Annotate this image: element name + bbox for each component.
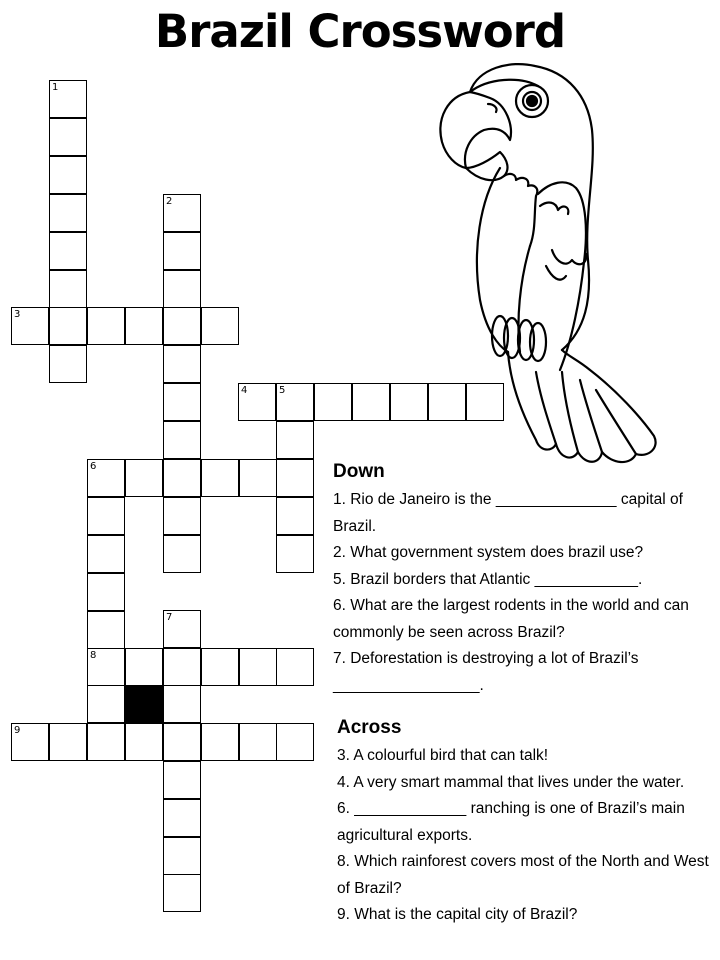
black-square	[125, 685, 163, 723]
clue-number: 3	[14, 309, 21, 320]
crossword-cell[interactable]	[49, 80, 87, 118]
crossword-cell[interactable]	[239, 648, 277, 686]
crossword-cell[interactable]	[239, 459, 277, 497]
page-title: Brazil Crossword	[154, 5, 566, 58]
crossword-cell[interactable]	[11, 307, 49, 345]
across-clues	[337, 713, 718, 929]
clue-down-6: 6. What are the largest rodents in the world and can commonly be seen across Brazil?	[333, 597, 689, 641]
crossword-cell[interactable]	[87, 611, 125, 649]
crossword-cell[interactable]	[87, 573, 125, 611]
crossword-cell[interactable]	[49, 345, 87, 383]
crossword-cell[interactable]	[125, 648, 163, 686]
down-clues	[333, 457, 718, 699]
across-heading: Across	[337, 717, 402, 738]
clue-down-2: 2. What government system does brazil use?	[333, 544, 644, 561]
clue-number: 8	[90, 650, 97, 661]
clue-number: 4	[241, 385, 248, 396]
crossword-cell[interactable]	[163, 383, 201, 421]
crossword-cell[interactable]	[163, 761, 201, 799]
crossword-cell[interactable]	[163, 837, 201, 875]
crossword-cell[interactable]	[276, 421, 314, 459]
crossword-cell[interactable]	[163, 345, 201, 383]
crossword-cell[interactable]	[163, 194, 201, 232]
crossword-cell[interactable]	[163, 535, 201, 573]
clue-down-5: 5. Brazil borders that Atlantic ____________.	[333, 570, 643, 588]
crossword-cell[interactable]	[49, 232, 87, 270]
clue-number: 7	[166, 612, 173, 623]
crossword-cell[interactable]	[276, 459, 314, 497]
crossword-cell[interactable]	[276, 497, 314, 535]
crossword-cell[interactable]	[125, 459, 163, 497]
crossword-cell[interactable]	[87, 307, 125, 345]
crossword-cell[interactable]	[87, 723, 125, 761]
crossword-cell[interactable]	[125, 307, 163, 345]
clue-number: 1	[52, 82, 59, 93]
crossword-cell[interactable]	[201, 307, 239, 345]
crossword-cell[interactable]	[163, 497, 201, 535]
crossword-cell[interactable]	[352, 383, 390, 421]
crossword-cell[interactable]	[87, 685, 125, 723]
crossword-cell[interactable]	[163, 421, 201, 459]
crossword-cell[interactable]	[49, 156, 87, 194]
crossword-cell[interactable]	[201, 648, 239, 686]
crossword-cell[interactable]	[163, 270, 201, 308]
clue-number: 2	[166, 196, 173, 207]
clue-across-9: 9. What is the capital city of Brazil?	[337, 906, 578, 923]
crossword-cell[interactable]	[390, 383, 428, 421]
crossword-cell[interactable]	[49, 194, 87, 232]
crossword-cell[interactable]	[49, 723, 87, 761]
parrot-illustration	[430, 55, 665, 475]
crossword-cell[interactable]	[201, 459, 239, 497]
crossword-cell[interactable]	[125, 723, 163, 761]
crossword-cell[interactable]	[163, 307, 201, 345]
crossword-cell[interactable]	[49, 270, 87, 308]
crossword-cell[interactable]	[87, 459, 125, 497]
crossword-cell[interactable]	[276, 535, 314, 573]
crossword-cell[interactable]	[201, 723, 239, 761]
clue-number: 9	[14, 725, 21, 736]
crossword-cell[interactable]	[49, 118, 87, 156]
crossword-cell[interactable]	[11, 723, 49, 761]
clue-across-3: 3. A colourful bird that can talk!	[337, 747, 549, 764]
crossword-cell[interactable]	[49, 307, 87, 345]
clue-down-1: 1. Rio de Janeiro is the ______________ capital of Brazil.	[333, 491, 683, 535]
crossword-cell[interactable]	[87, 535, 125, 573]
crossword-cell[interactable]	[238, 383, 276, 421]
crossword-cell[interactable]	[276, 383, 314, 421]
down-heading: Down	[333, 461, 385, 482]
clue-down-7: 7. Deforestation is destroying a lot of Brazil’s _________________.	[333, 650, 639, 694]
crossword-cell[interactable]	[276, 648, 314, 686]
crossword-cell[interactable]	[239, 723, 277, 761]
crossword-cell[interactable]	[163, 648, 201, 686]
clue-number: 5	[279, 385, 286, 396]
clue-across-8: 8. Which rainforest covers most of the North and West of Brazil?	[337, 853, 709, 897]
crossword-cell[interactable]	[163, 874, 201, 912]
crossword-cell[interactable]	[163, 799, 201, 837]
clue-across-4: 4. A very smart mammal that lives under the water.	[337, 773, 685, 791]
crossword-cell[interactable]	[163, 723, 201, 761]
clue-number: 6	[90, 461, 97, 472]
crossword-cell[interactable]	[163, 459, 201, 497]
crossword-cell[interactable]	[87, 648, 125, 686]
crossword-cell[interactable]	[163, 610, 201, 648]
clue-across-6: 6. _____________ ranching is one of Brazil’s main agricultural exports.	[337, 800, 685, 844]
crossword-cell[interactable]	[87, 497, 125, 535]
crossword-cell[interactable]	[163, 685, 201, 723]
crossword-cell[interactable]	[314, 383, 352, 421]
crossword-cell[interactable]	[163, 232, 201, 270]
crossword-cell[interactable]	[276, 723, 314, 761]
